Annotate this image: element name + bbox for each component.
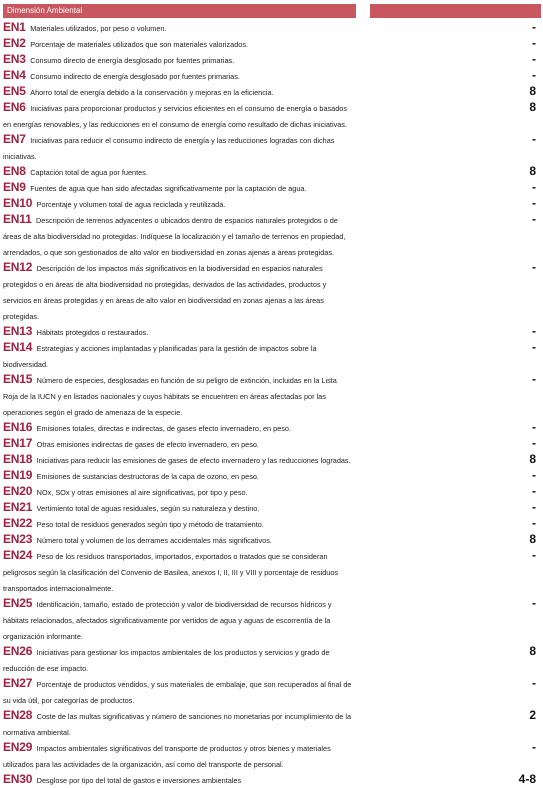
indicator-description: Identificación, tamaño, estado de protección y valor de biodiversidad de recursos hídricos y hábitats relacionados, afectados significativamente por vertidos de agua y aguas de escorrentía de la organización informante. <box>3 600 332 641</box>
indicator-value: - <box>532 132 536 146</box>
indicator-description: Fuentes de agua que han sido afectadas significativamente por la captación de agua. <box>30 184 307 193</box>
indicator-value: - <box>532 36 536 50</box>
indicator-value: 8 <box>529 164 536 178</box>
indicator-value: 8 <box>529 452 536 466</box>
indicator-code: EN26 <box>3 644 33 658</box>
indicator-value: - <box>532 468 536 482</box>
indicator-value: 8 <box>529 532 536 546</box>
indicator-value: 4-8 <box>518 772 536 786</box>
indicator-description: Impactos ambientales significativos del transporte de productos y otros bienes y materiales utilizados para las actividades de la organización, así como del transporte de personal. <box>3 744 331 769</box>
indicator-code: EN29 <box>3 740 33 754</box>
indicator-code: EN13 <box>3 324 33 338</box>
indicator-code: EN28 <box>3 708 33 722</box>
list-item <box>3 772 540 788</box>
indicator-description: Otras emisiones indirectas de gases de efecto invernadero, en peso. <box>36 440 259 449</box>
indicator-code: EN27 <box>3 676 33 690</box>
indicator-value: - <box>532 740 536 754</box>
indicator-code: EN30 <box>3 772 33 786</box>
indicator-code: EN23 <box>3 532 33 546</box>
indicator-code: EN7 <box>3 132 26 146</box>
indicator-code: EN22 <box>3 516 33 530</box>
indicator-description: Captación total de agua por fuentes. <box>30 168 148 177</box>
indicator-description: NOx, SOx y otras emisiones al aire significativas, por tipo y peso. <box>36 488 248 497</box>
indicator-description: Número de especies, desglosadas en función de su peligro de extinción, incluidas en la Lista Roja de la IUCN y en listados nacionales y cuyos hábitats se encuentren en áreas afectadas por las operaciones según el grado de amenaza de la especie. <box>3 376 337 417</box>
indicator-description: Ahorro total de energía debido a la conservación y mejoras en la eficiencia. <box>30 88 274 97</box>
indicator-value: - <box>532 340 536 354</box>
indicator-code: EN2 <box>3 36 26 50</box>
list-item <box>3 644 540 676</box>
indicator-code: EN3 <box>3 52 26 66</box>
indicator-description: Descripción de terrenos adyacentes o ubicados dentro de espacios naturales protegidos o de áreas de alta biodiversidad no protegidas. Indíquese la localización y el tamaño de terrenos en propiedad, arrendados, o que son gestionados de alto valor en biodiversidad en zonas ajenas a áreas protegidas. <box>3 216 346 257</box>
indicator-code: EN19 <box>3 468 33 482</box>
indicator-value: - <box>532 596 536 610</box>
list-item <box>3 52 540 68</box>
list-item <box>3 36 540 52</box>
list-item <box>3 196 540 212</box>
indicator-description: Emisiones totales, directas e indirectas, de gases efecto invernadero, en peso. <box>36 424 291 433</box>
indicator-description: Estrategias y acciones implantadas y planificadas para la gestión de impactos sobre la biodiversidad. <box>3 344 317 369</box>
list-item <box>3 516 540 532</box>
indicator-value: - <box>532 68 536 82</box>
indicator-description: Peso total de residuos generados según tipo y método de tratamiento. <box>36 520 264 529</box>
indicator-code: EN11 <box>3 212 32 226</box>
indicator-code: EN25 <box>3 596 33 610</box>
indicator-value: - <box>532 676 536 690</box>
indicator-code: EN18 <box>3 452 33 466</box>
indicator-description: Iniciativas para reducir las emisiones de gases de efecto invernadero y las reducciones logradas. <box>36 456 351 465</box>
list-item <box>3 532 540 548</box>
indicator-description: Vertimiento total de aguas residuales, según su naturaleza y destino. <box>36 504 260 513</box>
list-item <box>3 132 540 164</box>
indicator-value: - <box>532 516 536 530</box>
indicator-description: Iniciativas para proporcionar productos y servicios eficientes en el consumo de energía o basados en energías renovables, y las reducciones en el consumo de energía como resultado de dichas iniciativas. <box>3 104 347 129</box>
list-item <box>3 452 540 468</box>
list-item <box>3 500 540 516</box>
indicator-code: EN12 <box>3 260 33 274</box>
indicator-value: - <box>532 52 536 66</box>
indicator-description: Iniciativas para reducir el consumo indirecto de energía y las reducciones logradas con dichas iniciativas. <box>3 136 335 161</box>
indicator-code: EN20 <box>3 484 33 498</box>
indicator-code: EN15 <box>3 372 33 386</box>
list-item <box>3 436 540 452</box>
list-item <box>3 548 540 596</box>
indicator-value: - <box>532 20 536 34</box>
list-item <box>3 260 540 324</box>
indicator-code: EN9 <box>3 180 26 194</box>
indicator-description: Hábitats protegidos o restaurados. <box>36 328 149 337</box>
indicator-description: Consumo indirecto de energía desglosado por fuentes primarias. <box>30 72 240 81</box>
list-item <box>3 164 540 180</box>
list-item <box>3 100 540 132</box>
list-item <box>3 596 540 644</box>
indicator-value: - <box>532 324 536 338</box>
indicator-description: Porcentaje de productos vendidos, y sus materiales de embalaje, que son recuperados al final de su vida útil, por categorías de productos. <box>3 680 352 705</box>
indicator-description: Consumo directo de energía desglosado por fuentes primarias. <box>30 56 235 65</box>
list-item <box>3 340 540 372</box>
indicator-value: 8 <box>529 84 536 98</box>
list-item <box>3 324 540 340</box>
list-item <box>3 708 540 740</box>
indicator-description: Porcentaje de materiales utilizados que son materiales valorizados. <box>30 40 249 49</box>
indicator-code: EN17 <box>3 436 33 450</box>
list-item <box>3 20 540 36</box>
indicator-value: - <box>532 212 536 226</box>
section-header-right-bar <box>370 4 541 18</box>
indicator-code: EN8 <box>3 164 26 178</box>
indicator-value: - <box>532 372 536 386</box>
indicator-description: Peso de los residuos transportados, importados, exportados o tratados que se consideran peligrosos según la clasificación del Convenio de Basilea, anexos I, II, III y VIII y porcentaje de residuos transportados internacionalmente. <box>3 552 339 593</box>
indicator-description: Descripción de los impactos más significativos en la biodiversidad en espacios naturales protegidos o en áreas de alta biodiversidad no protegidas, derivados de las actividades, productos y servicios en áreas protegidas y en áreas de alto valor en biodiversidad en zonas ajenas a las áreas protegidas. <box>3 264 327 321</box>
list-item <box>3 420 540 436</box>
list-item <box>3 740 540 772</box>
indicator-code: EN21 <box>3 500 33 514</box>
indicator-description: Porcentaje y volumen total de agua reciclada y reutilizada. <box>36 200 226 209</box>
indicator-description: Coste de las multas significativas y número de sanciones no monetarias por incumplimiento de la normativa ambiental. <box>3 712 352 737</box>
indicator-description: Materiales utilizados, por peso o volumen. <box>30 24 167 33</box>
indicator-code: EN14 <box>3 340 33 354</box>
indicator-code: EN6 <box>3 100 26 114</box>
list-item <box>3 84 540 100</box>
section-header <box>3 4 356 18</box>
indicator-description: Emisiones de sustancias destructoras de la capa de ozono, en peso. <box>36 472 259 481</box>
indicator-value: - <box>532 484 536 498</box>
indicator-value: 2 <box>529 708 536 722</box>
list-item <box>3 212 540 260</box>
indicator-list <box>3 20 540 788</box>
indicator-value: - <box>532 196 536 210</box>
indicator-code: EN4 <box>3 68 26 82</box>
list-item <box>3 484 540 500</box>
indicator-value: 8 <box>529 644 536 658</box>
list-item <box>3 372 540 420</box>
indicator-value: - <box>532 436 536 450</box>
indicator-code: EN10 <box>3 196 33 210</box>
indicator-code: EN16 <box>3 420 33 434</box>
indicator-description: Desglose por tipo del total de gastos e inversiones ambientales <box>36 776 242 785</box>
indicator-value: - <box>532 180 536 194</box>
indicator-value: - <box>532 548 536 562</box>
indicator-value: - <box>532 420 536 434</box>
indicator-code: EN24 <box>3 548 33 562</box>
list-item <box>3 68 540 84</box>
indicator-code: EN1 <box>3 20 26 34</box>
indicator-code: EN5 <box>3 84 26 98</box>
list-item <box>3 468 540 484</box>
indicator-value: - <box>532 260 536 274</box>
list-item <box>3 676 540 708</box>
indicator-value: - <box>532 500 536 514</box>
indicator-description: Iniciativas para gestionar los impactos ambientales de los productos y servicios y grado de reducción de ese impacto. <box>3 648 330 673</box>
indicator-value: 8 <box>529 100 536 114</box>
indicator-description: Número total y volumen de los derrames accidentales más significativos. <box>36 536 272 545</box>
section-title: Dimensión Ambiental <box>7 6 83 15</box>
list-item <box>3 180 540 196</box>
